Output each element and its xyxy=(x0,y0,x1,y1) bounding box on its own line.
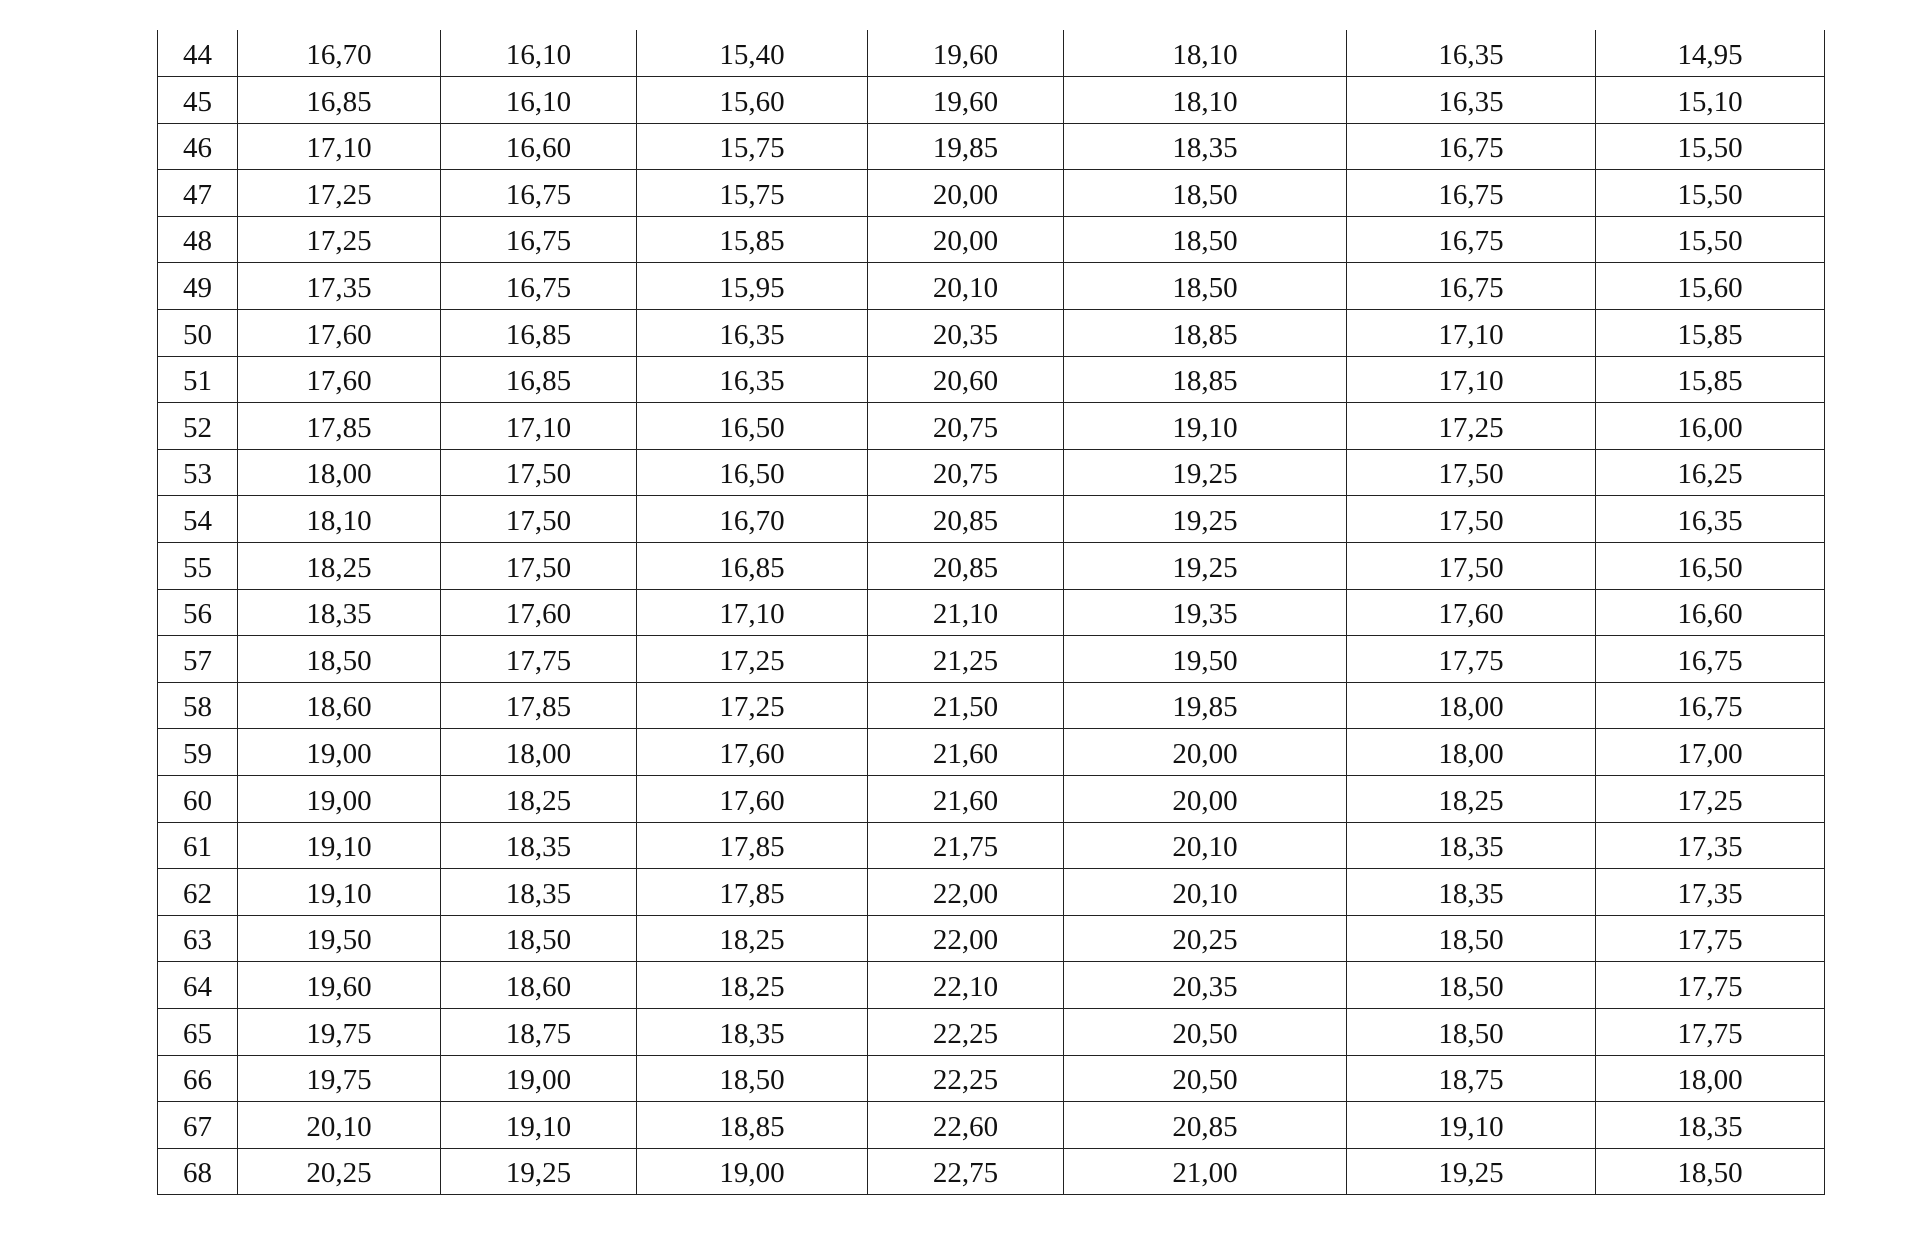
value-cell: 22,00 xyxy=(868,915,1064,962)
value-cell: 15,40 xyxy=(637,30,868,77)
value-cell: 19,00 xyxy=(441,1055,637,1102)
value-cell: 18,50 xyxy=(1596,1148,1825,1195)
value-cell: 19,10 xyxy=(1064,403,1347,450)
value-cell: 18,35 xyxy=(637,1008,868,1055)
table-row xyxy=(158,403,1825,450)
value-cell: 18,35 xyxy=(1064,123,1347,170)
value-cell: 19,10 xyxy=(238,822,441,869)
value-cell: 16,75 xyxy=(1347,263,1596,310)
value-cell: 17,25 xyxy=(637,636,868,683)
value-cell: 15,50 xyxy=(1596,216,1825,263)
table-row xyxy=(158,496,1825,543)
value-cell: 18,25 xyxy=(441,776,637,823)
value-cell: 16,75 xyxy=(441,170,637,217)
data-table xyxy=(157,30,1825,1195)
table-row xyxy=(158,30,1825,77)
value-cell: 15,95 xyxy=(637,263,868,310)
value-cell: 20,00 xyxy=(1064,776,1347,823)
value-cell: 17,85 xyxy=(238,403,441,450)
value-cell: 17,50 xyxy=(1347,449,1596,496)
value-cell: 17,60 xyxy=(637,729,868,776)
value-cell: 18,75 xyxy=(1347,1055,1596,1102)
value-cell: 20,50 xyxy=(1064,1055,1347,1102)
value-cell: 18,50 xyxy=(1064,170,1347,217)
table-row xyxy=(158,123,1825,170)
value-cell: 19,85 xyxy=(868,123,1064,170)
value-cell: 18,50 xyxy=(1347,962,1596,1009)
table-row xyxy=(158,170,1825,217)
value-cell: 21,75 xyxy=(868,822,1064,869)
value-cell: 22,25 xyxy=(868,1008,1064,1055)
value-cell: 19,75 xyxy=(238,1055,441,1102)
value-cell: 22,00 xyxy=(868,869,1064,916)
value-cell: 19,25 xyxy=(1347,1148,1596,1195)
value-cell: 16,10 xyxy=(441,30,637,77)
value-cell: 17,85 xyxy=(637,869,868,916)
value-cell: 18,35 xyxy=(1347,869,1596,916)
value-cell: 17,00 xyxy=(1596,729,1825,776)
value-cell: 19,75 xyxy=(238,1008,441,1055)
value-cell: 15,85 xyxy=(1596,310,1825,357)
value-cell: 19,10 xyxy=(1347,1102,1596,1149)
value-cell: 16,75 xyxy=(441,263,637,310)
row-number-cell: 62 xyxy=(158,869,238,916)
value-cell: 18,50 xyxy=(637,1055,868,1102)
table-row xyxy=(158,543,1825,590)
value-cell: 18,50 xyxy=(238,636,441,683)
row-number-cell: 61 xyxy=(158,822,238,869)
value-cell: 17,10 xyxy=(637,589,868,636)
table-row xyxy=(158,682,1825,729)
table-row xyxy=(158,1008,1825,1055)
value-cell: 17,10 xyxy=(1347,310,1596,357)
row-number-cell: 55 xyxy=(158,543,238,590)
value-cell: 17,50 xyxy=(441,496,637,543)
value-cell: 19,60 xyxy=(238,962,441,1009)
value-cell: 16,00 xyxy=(1596,403,1825,450)
value-cell: 16,50 xyxy=(637,449,868,496)
value-cell: 18,50 xyxy=(1347,1008,1596,1055)
value-cell: 19,25 xyxy=(441,1148,637,1195)
value-cell: 20,85 xyxy=(868,496,1064,543)
value-cell: 17,50 xyxy=(1347,543,1596,590)
value-cell: 16,75 xyxy=(1347,170,1596,217)
value-cell: 17,85 xyxy=(637,822,868,869)
value-cell: 19,50 xyxy=(238,915,441,962)
value-cell: 20,85 xyxy=(868,543,1064,590)
value-cell: 18,25 xyxy=(238,543,441,590)
value-cell: 15,10 xyxy=(1596,77,1825,124)
value-cell: 18,00 xyxy=(441,729,637,776)
table-row xyxy=(158,962,1825,1009)
value-cell: 17,25 xyxy=(1347,403,1596,450)
value-cell: 19,25 xyxy=(1064,449,1347,496)
value-cell: 18,50 xyxy=(1064,216,1347,263)
value-cell: 19,25 xyxy=(1064,543,1347,590)
value-cell: 18,10 xyxy=(1064,77,1347,124)
value-cell: 17,10 xyxy=(238,123,441,170)
value-cell: 16,85 xyxy=(441,356,637,403)
row-number-cell: 48 xyxy=(158,216,238,263)
value-cell: 18,25 xyxy=(637,915,868,962)
row-number-cell: 58 xyxy=(158,682,238,729)
value-cell: 18,85 xyxy=(1064,310,1347,357)
value-cell: 17,35 xyxy=(238,263,441,310)
row-number-cell: 47 xyxy=(158,170,238,217)
table-row xyxy=(158,263,1825,310)
row-number-cell: 49 xyxy=(158,263,238,310)
value-cell: 17,85 xyxy=(441,682,637,729)
value-cell: 15,75 xyxy=(637,123,868,170)
value-cell: 18,50 xyxy=(1064,263,1347,310)
value-cell: 18,00 xyxy=(238,449,441,496)
value-cell: 21,60 xyxy=(868,729,1064,776)
table-row xyxy=(158,636,1825,683)
value-cell: 15,60 xyxy=(637,77,868,124)
value-cell: 18,10 xyxy=(238,496,441,543)
table-row xyxy=(158,729,1825,776)
value-cell: 17,25 xyxy=(238,170,441,217)
value-cell: 17,75 xyxy=(1347,636,1596,683)
value-cell: 20,25 xyxy=(1064,915,1347,962)
value-cell: 16,70 xyxy=(238,30,441,77)
value-cell: 20,75 xyxy=(868,449,1064,496)
value-cell: 16,85 xyxy=(238,77,441,124)
table-row xyxy=(158,449,1825,496)
row-number-cell: 45 xyxy=(158,77,238,124)
row-number-cell: 64 xyxy=(158,962,238,1009)
row-number-cell: 50 xyxy=(158,310,238,357)
value-cell: 20,75 xyxy=(868,403,1064,450)
value-cell: 17,50 xyxy=(441,543,637,590)
value-cell: 20,25 xyxy=(238,1148,441,1195)
row-number-cell: 65 xyxy=(158,1008,238,1055)
table-row xyxy=(158,77,1825,124)
value-cell: 17,25 xyxy=(1596,776,1825,823)
table-row xyxy=(158,1102,1825,1149)
value-cell: 17,60 xyxy=(441,589,637,636)
value-cell: 17,60 xyxy=(1347,589,1596,636)
row-number-cell: 68 xyxy=(158,1148,238,1195)
value-cell: 17,60 xyxy=(637,776,868,823)
value-cell: 22,10 xyxy=(868,962,1064,1009)
value-cell: 16,35 xyxy=(637,310,868,357)
value-cell: 18,00 xyxy=(1347,729,1596,776)
value-cell: 16,35 xyxy=(1347,77,1596,124)
value-cell: 18,75 xyxy=(441,1008,637,1055)
value-cell: 16,85 xyxy=(441,310,637,357)
value-cell: 19,35 xyxy=(1064,589,1347,636)
value-cell: 19,10 xyxy=(441,1102,637,1149)
value-cell: 19,60 xyxy=(868,30,1064,77)
row-number-cell: 67 xyxy=(158,1102,238,1149)
table-row xyxy=(158,1148,1825,1195)
value-cell: 18,50 xyxy=(441,915,637,962)
value-cell: 18,60 xyxy=(441,962,637,1009)
value-cell: 17,10 xyxy=(1347,356,1596,403)
value-cell: 19,00 xyxy=(238,729,441,776)
value-cell: 17,35 xyxy=(1596,822,1825,869)
value-cell: 17,75 xyxy=(1596,915,1825,962)
value-cell: 17,50 xyxy=(441,449,637,496)
value-cell: 20,00 xyxy=(868,216,1064,263)
value-cell: 19,00 xyxy=(637,1148,868,1195)
value-cell: 16,35 xyxy=(1347,30,1596,77)
value-cell: 16,25 xyxy=(1596,449,1825,496)
value-cell: 17,25 xyxy=(238,216,441,263)
value-cell: 20,85 xyxy=(1064,1102,1347,1149)
value-cell: 18,60 xyxy=(238,682,441,729)
row-number-cell: 63 xyxy=(158,915,238,962)
value-cell: 18,25 xyxy=(637,962,868,1009)
value-cell: 16,50 xyxy=(637,403,868,450)
value-cell: 17,10 xyxy=(441,403,637,450)
row-number-cell: 66 xyxy=(158,1055,238,1102)
value-cell: 20,60 xyxy=(868,356,1064,403)
row-number-cell: 53 xyxy=(158,449,238,496)
value-cell: 18,35 xyxy=(1596,1102,1825,1149)
value-cell: 21,10 xyxy=(868,589,1064,636)
value-cell: 16,35 xyxy=(637,356,868,403)
value-cell: 18,85 xyxy=(637,1102,868,1149)
value-cell: 21,00 xyxy=(1064,1148,1347,1195)
value-cell: 15,75 xyxy=(637,170,868,217)
value-cell: 18,35 xyxy=(441,869,637,916)
value-cell: 18,50 xyxy=(1347,915,1596,962)
value-cell: 16,85 xyxy=(637,543,868,590)
value-cell: 19,10 xyxy=(238,869,441,916)
value-cell: 18,35 xyxy=(441,822,637,869)
value-cell: 18,85 xyxy=(1064,356,1347,403)
value-cell: 16,70 xyxy=(637,496,868,543)
value-cell: 21,50 xyxy=(868,682,1064,729)
value-cell: 22,75 xyxy=(868,1148,1064,1195)
value-cell: 17,75 xyxy=(1596,962,1825,1009)
value-cell: 20,10 xyxy=(1064,822,1347,869)
value-cell: 20,35 xyxy=(1064,962,1347,1009)
value-cell: 18,00 xyxy=(1347,682,1596,729)
value-cell: 22,60 xyxy=(868,1102,1064,1149)
value-cell: 17,35 xyxy=(1596,869,1825,916)
value-cell: 21,60 xyxy=(868,776,1064,823)
value-cell: 18,35 xyxy=(1347,822,1596,869)
value-cell: 19,00 xyxy=(238,776,441,823)
value-cell: 15,85 xyxy=(637,216,868,263)
value-cell: 17,60 xyxy=(238,356,441,403)
data-table-container xyxy=(157,30,1824,1195)
value-cell: 20,35 xyxy=(868,310,1064,357)
value-cell: 19,25 xyxy=(1064,496,1347,543)
table-row xyxy=(158,915,1825,962)
value-cell: 16,35 xyxy=(1596,496,1825,543)
value-cell: 16,10 xyxy=(441,77,637,124)
value-cell: 20,10 xyxy=(1064,869,1347,916)
value-cell: 18,35 xyxy=(238,589,441,636)
value-cell: 20,00 xyxy=(868,170,1064,217)
table-row xyxy=(158,822,1825,869)
table-row xyxy=(158,1055,1825,1102)
value-cell: 16,75 xyxy=(1596,682,1825,729)
table-row xyxy=(158,776,1825,823)
row-number-cell: 59 xyxy=(158,729,238,776)
row-number-cell: 60 xyxy=(158,776,238,823)
table-row xyxy=(158,356,1825,403)
table-row xyxy=(158,589,1825,636)
value-cell: 17,60 xyxy=(238,310,441,357)
row-number-cell: 51 xyxy=(158,356,238,403)
row-number-cell: 44 xyxy=(158,30,238,77)
value-cell: 19,50 xyxy=(1064,636,1347,683)
row-number-cell: 54 xyxy=(158,496,238,543)
value-cell: 16,75 xyxy=(441,216,637,263)
value-cell: 14,95 xyxy=(1596,30,1825,77)
value-cell: 18,25 xyxy=(1347,776,1596,823)
row-number-cell: 56 xyxy=(158,589,238,636)
row-number-cell: 52 xyxy=(158,403,238,450)
value-cell: 20,50 xyxy=(1064,1008,1347,1055)
row-number-cell: 46 xyxy=(158,123,238,170)
value-cell: 16,60 xyxy=(441,123,637,170)
value-cell: 20,10 xyxy=(868,263,1064,310)
value-cell: 16,60 xyxy=(1596,589,1825,636)
value-cell: 16,75 xyxy=(1596,636,1825,683)
value-cell: 18,10 xyxy=(1064,30,1347,77)
table-row xyxy=(158,310,1825,357)
value-cell: 18,00 xyxy=(1596,1055,1825,1102)
value-cell: 19,85 xyxy=(1064,682,1347,729)
value-cell: 15,50 xyxy=(1596,123,1825,170)
table-body xyxy=(158,30,1825,1195)
value-cell: 15,85 xyxy=(1596,356,1825,403)
value-cell: 20,00 xyxy=(1064,729,1347,776)
value-cell: 17,25 xyxy=(637,682,868,729)
value-cell: 22,25 xyxy=(868,1055,1064,1102)
row-number-cell: 57 xyxy=(158,636,238,683)
value-cell: 17,75 xyxy=(1596,1008,1825,1055)
value-cell: 15,50 xyxy=(1596,170,1825,217)
value-cell: 19,60 xyxy=(868,77,1064,124)
value-cell: 16,75 xyxy=(1347,123,1596,170)
table-row xyxy=(158,869,1825,916)
value-cell: 20,10 xyxy=(238,1102,441,1149)
value-cell: 17,50 xyxy=(1347,496,1596,543)
value-cell: 17,75 xyxy=(441,636,637,683)
value-cell: 16,50 xyxy=(1596,543,1825,590)
table-row xyxy=(158,216,1825,263)
value-cell: 16,75 xyxy=(1347,216,1596,263)
value-cell: 21,25 xyxy=(868,636,1064,683)
value-cell: 15,60 xyxy=(1596,263,1825,310)
